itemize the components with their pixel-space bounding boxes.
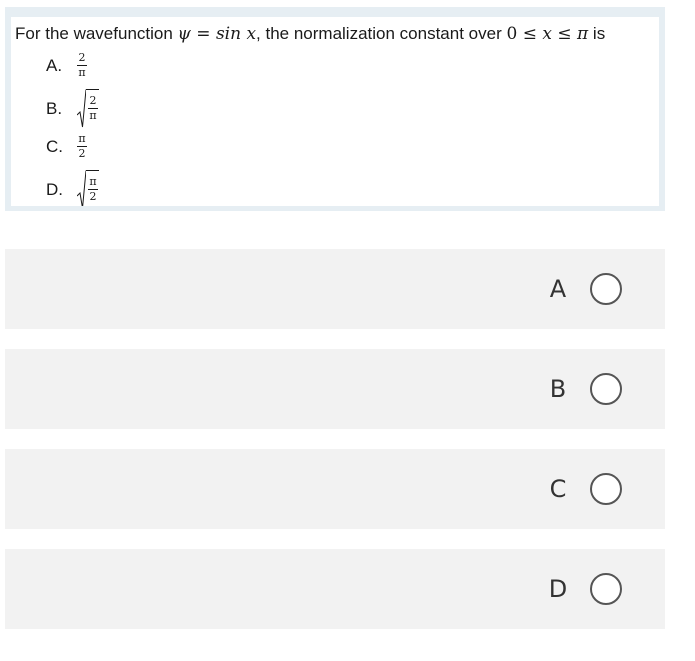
- option-a: [46, 52, 87, 79]
- option-c: [46, 133, 87, 160]
- option-b-radicand: [86, 89, 99, 129]
- option-b-numerator: 2: [89, 94, 97, 107]
- question-stem: [15, 21, 605, 47]
- option-a-letter: A.: [46, 55, 63, 75]
- option-a-numerator: 2: [78, 51, 86, 64]
- option-b-sqrt: [77, 89, 99, 129]
- option-b-letter: B.: [46, 99, 63, 118]
- radical-sign-icon: [77, 170, 86, 206]
- option-c-letter: C.: [46, 136, 63, 156]
- leq-sign-1: ≤: [517, 24, 543, 44]
- answer-label-c: C: [549, 475, 567, 503]
- option-b-denominator: π: [89, 109, 97, 122]
- option-c-denominator: 2: [78, 147, 86, 160]
- answer-radio-c[interactable]: [590, 473, 622, 505]
- option-a-denominator: π: [78, 66, 86, 79]
- radical-sign-icon: [77, 89, 86, 129]
- answer-radio-b[interactable]: [590, 373, 622, 405]
- sin-x: sin x: [215, 24, 257, 44]
- stem-prefix: For the wavefunction: [15, 24, 178, 43]
- answer-radio-d[interactable]: [590, 573, 622, 605]
- question-card: [5, 7, 665, 211]
- stem-middle: , the normalization constant over: [256, 24, 507, 43]
- option-c-numerator: π: [78, 132, 86, 145]
- answer-row-b[interactable]: [5, 349, 665, 429]
- option-d-numerator: π: [89, 175, 97, 188]
- range-pi: π: [577, 24, 589, 44]
- option-d-denominator: 2: [89, 190, 97, 203]
- question-body: [11, 17, 659, 206]
- answer-label-a: A: [549, 275, 567, 303]
- answer-row-c[interactable]: [5, 449, 665, 529]
- range-x: x: [542, 24, 552, 44]
- leq-sign-2: ≤: [551, 24, 578, 44]
- answer-label-b: B: [549, 375, 567, 403]
- option-d-letter: D.: [46, 180, 63, 199]
- psi-symbol: ψ: [177, 24, 191, 44]
- stem-suffix: is: [588, 24, 606, 43]
- range-zero: 0: [506, 24, 518, 44]
- option-d-fraction: [88, 176, 98, 203]
- equals-sign: =: [190, 24, 216, 44]
- option-d-radicand: [86, 170, 99, 206]
- answer-label-d: D: [548, 575, 568, 603]
- option-c-fraction: [77, 133, 87, 160]
- option-d: [46, 170, 99, 206]
- answer-radio-a[interactable]: [590, 273, 622, 305]
- answer-row-a[interactable]: [5, 249, 665, 329]
- option-b-fraction: [88, 95, 98, 122]
- option-d-sqrt: [77, 170, 99, 206]
- answer-row-d[interactable]: [5, 549, 665, 629]
- option-b: [46, 89, 99, 129]
- option-a-fraction: [77, 52, 87, 79]
